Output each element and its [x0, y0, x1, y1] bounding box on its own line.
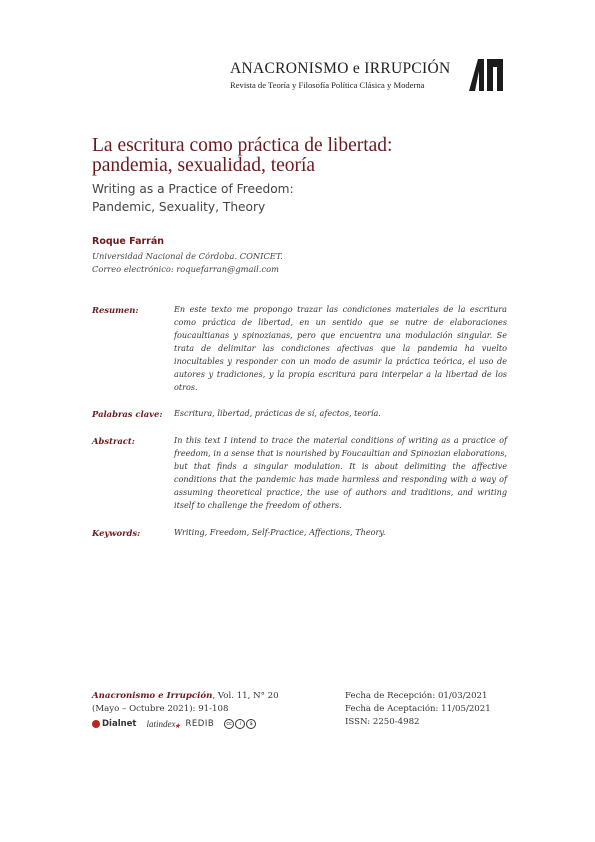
- resumen-text: En este texto me propongo trazar las condiciones materiales de la escritura como práctica de libertad, en un sentido que se nutre de elaboraciones foucaultianas y spinozianas, pero que encuentra una modulación singular. Se trata de delimitar las condiciones afectivas que la pandemia ha vuelto inocultables y responder con un modo de asumir la práctica teórica, el uso de autores y tradiciones, y la propia escritura para interpelar a la libertad de los otros.: [174, 304, 507, 392]
- author-name: Roque Farrán: [92, 236, 165, 247]
- article-title-es: [92, 136, 512, 176]
- creative-commons-icon: [224, 719, 256, 729]
- issn: ISSN: 2250-4982: [345, 717, 420, 727]
- palabras-clave-text: Escritura, libertad, prácticas de sí, afectos, teoría.: [174, 408, 381, 418]
- citation-line1: [92, 690, 332, 703]
- latindex-text: latindex: [146, 719, 176, 729]
- keywords-text: Writing, Freedom, Self-Practice, Affections, Theory.: [174, 527, 386, 537]
- author-affiliation: Universidad Nacional de Córdoba. CONICET.: [92, 251, 283, 261]
- cc-icon: cc: [224, 719, 234, 729]
- author-email: Correo electrónico: roquefarran@gmail.com: [92, 263, 279, 274]
- dates-block: [345, 690, 545, 729]
- journal-logo-icon: [469, 59, 503, 91]
- journal-name: ANACRONISMO e IRRUPCIÓN: [230, 60, 451, 77]
- article-title-en: [92, 180, 512, 216]
- latindex-star-icon: ★: [174, 722, 181, 730]
- citation-block: [92, 690, 332, 716]
- accepted-date: Fecha de Aceptación: 11/05/2021: [345, 704, 491, 714]
- author-affiliation-block: [92, 250, 392, 275]
- redib-logo: REDIB: [185, 719, 215, 729]
- indexer-logos: [92, 717, 256, 731]
- by-icon: i: [235, 719, 245, 729]
- dialnet-icon: [92, 720, 100, 728]
- title-es-line2: pandemia, sexualidad, teoría: [92, 155, 316, 176]
- dialnet-text: Dialnet: [102, 719, 137, 729]
- journal-subtitle: Revista de Teoría y Filosofía Política Clásica y Moderna: [230, 80, 425, 90]
- abstract-label: Abstract:: [92, 436, 135, 446]
- title-en-line2: Pandemic, Sexuality, Theory: [92, 200, 266, 214]
- citation-volume: , Vol. 11, N° 20: [212, 691, 279, 701]
- dialnet-logo: [92, 719, 137, 729]
- citation-period: (Mayo – Octubre 2021): 91-108: [92, 704, 229, 714]
- title-es-line1: La escritura como práctica de libertad:: [92, 135, 393, 156]
- received-date: Fecha de Recepción: 01/03/2021: [345, 691, 488, 701]
- keywords-label: Keywords:: [92, 528, 141, 538]
- nc-icon: $: [246, 719, 256, 729]
- latindex-logo: [146, 719, 181, 730]
- resumen-label: Resumen:: [92, 305, 139, 315]
- citation-journal: Anacronismo e Irrupción: [92, 691, 213, 701]
- palabras-clave-label: Palabras clave:: [92, 409, 163, 419]
- abstract-text: In this text I intend to trace the material conditions of writing as a practice of freedom, in a sense that is nourished by Foucaultian and Spinozian elaborations, but that finds a singular modulation. It is about delimiting the affective conditions that the pandemic has made harmless and responding with a way of assuming theoretical practice, the use of authors and traditions, and writing itself to challenge the freedom of others.: [174, 435, 507, 510]
- title-en-line1: Writing as a Practice of Freedom:: [92, 182, 294, 196]
